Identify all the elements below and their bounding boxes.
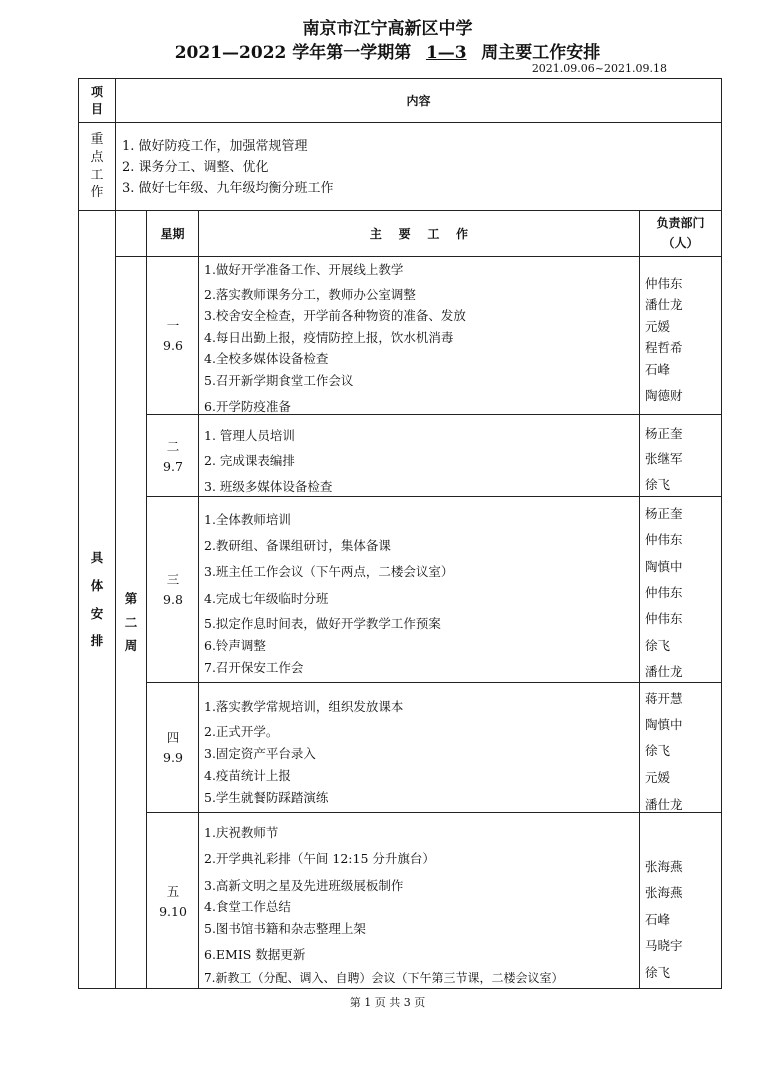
responsible-person: 潘仕龙 bbox=[645, 797, 683, 812]
task-item: 2.正式开学。 bbox=[204, 724, 279, 739]
task-item: 1.全体教师培训 bbox=[204, 512, 291, 527]
task-item: 3. 班级多媒体设备检查 bbox=[204, 479, 333, 494]
task-item: 6.开学防疫准备 bbox=[204, 399, 291, 414]
task-item: 4.完成七年级临时分班 bbox=[204, 591, 329, 606]
responsible-person: 元媛 bbox=[645, 770, 671, 785]
title-prefix: 2021—2022 学年第一学期第 bbox=[174, 43, 412, 63]
responsible-person: 陶慎中 bbox=[645, 717, 683, 732]
task-item: 7.新教工（分配、调入、自聘）会议（下午第三节课，二楼会议室） bbox=[204, 971, 564, 985]
responsible-person: 徐飞 bbox=[645, 638, 671, 653]
day-label-wed: 三 9.8 bbox=[163, 572, 183, 607]
title-suffix: 周主要工作安排 bbox=[481, 43, 601, 63]
day-label-fri: 五 9.10 bbox=[159, 884, 187, 919]
task-item: 7.召开保安工作会 bbox=[204, 660, 304, 675]
key-work-item: 3. 做好七年级、九年级均衡分班工作 bbox=[122, 181, 334, 196]
responsible-person: 马晓宇 bbox=[645, 938, 683, 953]
task-item: 4.每日出勤上报，疫情防控上报，饮水机消毒 bbox=[204, 330, 454, 345]
responsible-person: 徐飞 bbox=[645, 743, 671, 758]
task-item: 4.全校多媒体设备检查 bbox=[204, 351, 329, 366]
responsible-person: 潘仕龙 bbox=[645, 297, 683, 312]
date-range: 2021.09.06~2021.09.18 bbox=[531, 62, 667, 75]
responsible-person: 张海燕 bbox=[645, 885, 683, 900]
school-name: 南京市江宁高新区中学 bbox=[302, 19, 473, 39]
responsible-person: 元媛 bbox=[645, 319, 671, 334]
task-item: 5.学生就餐防踩踏演练 bbox=[204, 790, 329, 805]
col-weekday-header: 星期 bbox=[160, 227, 185, 241]
responsible-person: 仲伟东 bbox=[645, 276, 683, 291]
task-item: 1.做好开学准备工作、开展线上教学 bbox=[204, 262, 404, 277]
task-item: 5.召开新学期食堂工作会议 bbox=[204, 373, 354, 388]
day-label-thu: 四 9.9 bbox=[163, 730, 183, 765]
responsible-person: 徐飞 bbox=[645, 965, 671, 980]
responsible-person: 仲伟东 bbox=[645, 611, 683, 626]
col-main-work-header: 主 要 工 作 bbox=[369, 227, 469, 241]
responsible-person: 杨正奎 bbox=[645, 426, 683, 441]
task-item: 4.疫苗统计上报 bbox=[204, 768, 291, 783]
document-title bbox=[0, 38, 775, 63]
task-item: 3.固定资产平台录入 bbox=[204, 746, 316, 761]
key-work-item: 2. 课务分工、调整、优化 bbox=[122, 160, 269, 175]
responsible-person: 程哲希 bbox=[645, 340, 683, 355]
task-item: 2.落实教师课务分工，教师办公室调整 bbox=[204, 287, 416, 302]
task-item: 3.校舍安全检查，开学前各种物资的准备、发放 bbox=[204, 308, 466, 323]
task-item: 3.高新文明之星及先进班级展板制作 bbox=[204, 878, 404, 893]
responsible-person: 仲伟东 bbox=[645, 532, 683, 547]
responsible-person: 杨正奎 bbox=[645, 506, 683, 521]
responsible-person: 徐飞 bbox=[645, 477, 671, 492]
responsible-person: 石峰 bbox=[645, 912, 671, 927]
task-item: 5.拟定作息时间表，做好开学教学工作预案 bbox=[204, 616, 441, 631]
task-item: 2.教研组、备课组研讨，集体备课 bbox=[204, 538, 391, 553]
responsible-person: 蒋开慧 bbox=[645, 691, 683, 706]
responsible-person: 张继军 bbox=[645, 451, 683, 466]
col-dept-header: 负责部门 （人） bbox=[656, 216, 705, 250]
responsible-person: 仲伟东 bbox=[645, 585, 683, 600]
key-work-label: 重 点 工 作 bbox=[90, 132, 104, 201]
task-item: 1.庆祝教师节 bbox=[204, 825, 279, 840]
responsible-person: 陶慎中 bbox=[645, 559, 683, 574]
day-label-mon: 一 9.6 bbox=[163, 318, 183, 353]
key-work-item: 1. 做好防疫工作，加强常规管理 bbox=[122, 139, 308, 154]
task-item: 2.开学典礼彩排（午间 12:15 分升旗台） bbox=[204, 851, 435, 866]
page-number: 第 1 页 共 3 页 bbox=[349, 996, 426, 1009]
week-range: 1—3 bbox=[425, 43, 467, 63]
task-item: 3.班主任工作会议（下午两点，二楼会议室） bbox=[204, 564, 454, 579]
responsible-person: 潘仕龙 bbox=[645, 664, 683, 679]
task-item: 4.食堂工作总结 bbox=[204, 899, 291, 914]
responsible-person: 石峰 bbox=[645, 362, 671, 377]
task-item: 1. 管理人员培训 bbox=[204, 428, 295, 443]
week-label: 第 二 周 bbox=[124, 590, 138, 654]
task-item: 6.铃声调整 bbox=[204, 638, 266, 653]
task-item: 5.图书馆书籍和杂志整理上架 bbox=[204, 921, 366, 936]
responsible-person: 陶德财 bbox=[645, 388, 683, 403]
schedule-section-label: 具 体 安 排 bbox=[90, 550, 104, 649]
task-item: 2. 完成课表编排 bbox=[204, 453, 295, 468]
key-work-list bbox=[122, 136, 334, 199]
col-item-header: 项目 bbox=[90, 84, 103, 116]
responsible-person: 张海燕 bbox=[645, 859, 683, 874]
day-label-tue: 二 9.7 bbox=[163, 439, 183, 474]
task-item: 6.EMIS 数据更新 bbox=[204, 947, 306, 962]
task-item: 1.落实教学常规培训，组织发放课本 bbox=[204, 699, 404, 714]
col-content-header: 内容 bbox=[406, 94, 431, 108]
